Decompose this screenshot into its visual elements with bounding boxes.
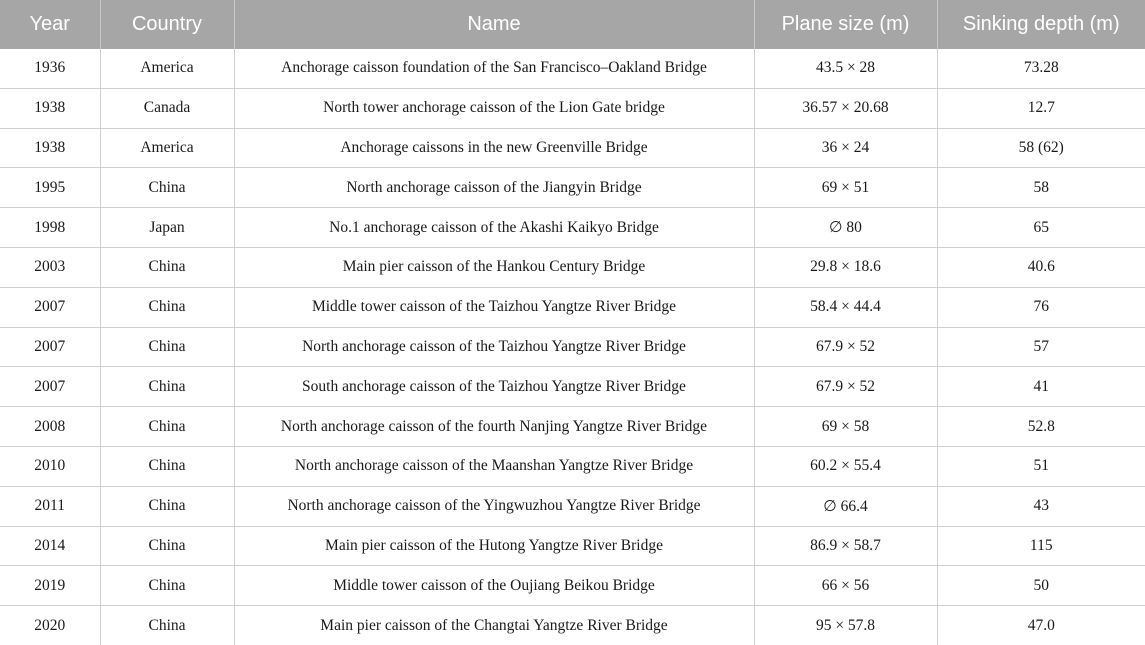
cell-sinking-depth: 43 <box>937 486 1145 526</box>
cell-plane-size: 36.57 × 20.68 <box>754 88 937 128</box>
cell-sinking-depth: 12.7 <box>937 88 1145 128</box>
cell-name: North anchorage caisson of the fourth Nanjing Yangtze River Bridge <box>234 407 754 447</box>
header-year: Year <box>0 0 100 49</box>
cell-year: 2008 <box>0 407 100 447</box>
header-plane-size: Plane size (m) <box>754 0 937 49</box>
cell-country: China <box>100 287 234 327</box>
cell-year: 2011 <box>0 486 100 526</box>
table-row <box>0 526 1145 566</box>
cell-sinking-depth: 47.0 <box>937 606 1145 645</box>
cell-year: 2014 <box>0 526 100 566</box>
cell-name: Middle tower caisson of the Taizhou Yangtze River Bridge <box>234 287 754 327</box>
cell-plane-size: ∅ 80 <box>754 208 937 248</box>
cell-sinking-depth: 65 <box>937 208 1145 248</box>
cell-plane-size: 66 × 56 <box>754 566 937 606</box>
table-row <box>0 128 1145 168</box>
cell-year: 2007 <box>0 367 100 407</box>
cell-year: 2020 <box>34 616 66 634</box>
cell-name: No.1 anchorage caisson of the Akashi Kaikyo Bridge <box>234 208 754 248</box>
cell-year: 1936 <box>0 49 100 88</box>
cell-country: China <box>100 407 234 447</box>
table-row <box>0 566 1145 606</box>
cell-plane-size: 29.8 × 18.6 <box>754 247 937 287</box>
cell-country: China <box>100 367 234 407</box>
cell-plane-size: ∅ 66.4 <box>754 486 937 526</box>
header-sinking-depth: Sinking depth (m) <box>937 0 1145 49</box>
table-row <box>0 327 1145 367</box>
cell-year: 2019 <box>0 566 100 606</box>
cell-year: 1998 <box>0 208 100 248</box>
cell-name: North anchorage caisson of the Maanshan Yangtze River Bridge <box>234 446 754 486</box>
table-row <box>0 168 1145 208</box>
table-row <box>0 606 1145 645</box>
table-row <box>0 407 1145 447</box>
table-row <box>0 247 1145 287</box>
cell-country: Canada <box>100 88 234 128</box>
cell-plane-size: 86.9 × 58.7 <box>754 526 937 566</box>
cell-name: Main pier caisson of the Changtai Yangtze River Bridge <box>234 606 754 645</box>
cell-sinking-depth: 76 <box>937 287 1145 327</box>
cell-name: Anchorage caissons in the new Greenville Bridge <box>234 128 754 168</box>
cell-name: North anchorage caisson of the Jiangyin Bridge <box>234 168 754 208</box>
cell-sinking-depth: 58 (62) <box>937 128 1145 168</box>
table-row <box>0 88 1145 128</box>
cell-year: 2007 <box>0 287 100 327</box>
header-row <box>0 0 1145 49</box>
table-row <box>0 49 1145 88</box>
cell-country: China <box>100 446 234 486</box>
cell-plane-size: 67.9 × 52 <box>754 327 937 367</box>
cell-sinking-depth: 52.8 <box>937 407 1145 447</box>
cell-name: Main pier caisson of the Hutong Yangtze River Bridge <box>234 526 754 566</box>
table-row <box>0 446 1145 486</box>
cell-name: North anchorage caisson of the Taizhou Yangtze River Bridge <box>234 327 754 367</box>
cell-country: China <box>100 247 234 287</box>
cell-country: China <box>100 566 234 606</box>
cell-name: North anchorage caisson of the Yingwuzhou Yangtze River Bridge <box>234 486 754 526</box>
table-row <box>0 287 1145 327</box>
table-body <box>0 49 1145 645</box>
cell-year: 2003 <box>0 247 100 287</box>
cell-country: China <box>100 606 234 645</box>
cell-year: 1938 <box>0 128 100 168</box>
cell-name: Main pier caisson of the Hankou Century Bridge <box>234 247 754 287</box>
cell-sinking-depth: 73.28 <box>937 49 1145 88</box>
cell-sinking-depth: 51 <box>937 446 1145 486</box>
cell-country: China <box>100 486 234 526</box>
cell-name: Anchorage caisson foundation of the San Francisco–Oakland Bridge <box>234 49 754 88</box>
cell-name: South anchorage caisson of the Taizhou Yangtze River Bridge <box>234 367 754 407</box>
cell-country: China <box>100 327 234 367</box>
cell-country: China <box>100 526 234 566</box>
cell-name: Middle tower caisson of the Oujiang Beikou Bridge <box>234 566 754 606</box>
table-row <box>0 486 1145 526</box>
cell-sinking-depth: 115 <box>937 526 1145 566</box>
cell-year: 2007 <box>0 327 100 367</box>
cell-plane-size: 43.5 × 28 <box>754 49 937 88</box>
table-row <box>0 208 1145 248</box>
cell-plane-size: 36 × 24 <box>754 128 937 168</box>
cell-plane-size: 69 × 58 <box>754 407 937 447</box>
cell-sinking-depth: 57 <box>937 327 1145 367</box>
cell-plane-size: 95 × 57.8 <box>754 606 937 645</box>
cell-year: 2010 <box>0 446 100 486</box>
cell-sinking-depth: 50 <box>937 566 1145 606</box>
cell-plane-size: 58.4 × 44.4 <box>754 287 937 327</box>
cell-country: America <box>100 49 234 88</box>
cell-country: America <box>100 128 234 168</box>
cell-sinking-depth: 58 <box>937 168 1145 208</box>
cell-country: China <box>100 168 234 208</box>
cell-plane-size: 60.2 × 55.4 <box>754 446 937 486</box>
cell-country: Japan <box>100 208 234 248</box>
cell-plane-size: 69 × 51 <box>754 168 937 208</box>
cell-sinking-depth: 40.6 <box>937 247 1145 287</box>
header-country: Country <box>100 0 234 49</box>
table-row <box>0 367 1145 407</box>
cell-sinking-depth: 41 <box>937 367 1145 407</box>
cell-year: 1938 <box>0 88 100 128</box>
header-name: Name <box>234 0 754 49</box>
cell-year: 1995 <box>0 168 100 208</box>
cell-name: North tower anchorage caisson of the Lion Gate bridge <box>234 88 754 128</box>
cell-plane-size: 67.9 × 52 <box>754 367 937 407</box>
